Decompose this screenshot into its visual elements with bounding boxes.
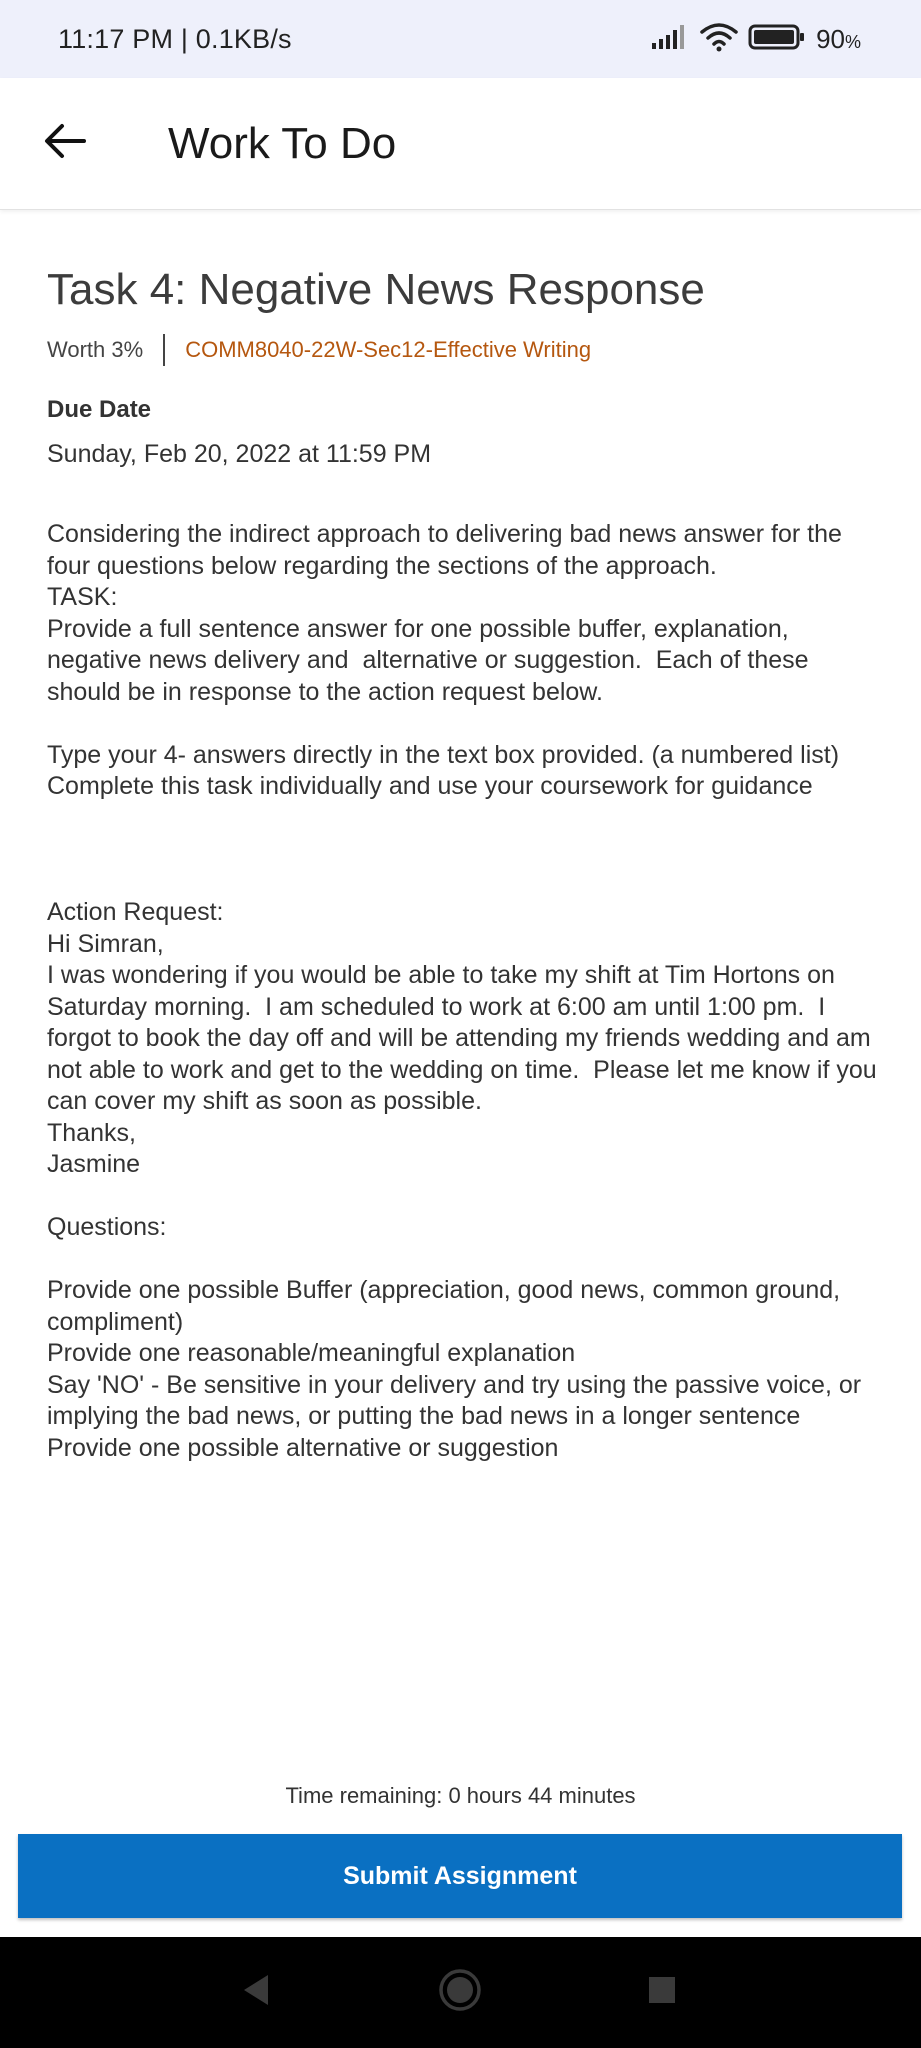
time-remaining: Time remaining: 0 hours 44 minutes [285, 1783, 636, 1808]
nav-back-button[interactable] [206, 1937, 306, 2048]
signal-icon [650, 23, 690, 56]
due-date-label: Due Date [47, 396, 152, 423]
task-instructions: Considering the indirect approach to delivering bad news answer for the four questions below regarding the sections of the approach. TASK: Provide a full sentence answer for one possible buffer, explanation, negative news delivery and alternative or suggestion. Each of these should be in response to the action request below. Type your 4- answers directly in the text box provided. (a numbered list) Complete this task individually and use your coursework for guidance Action Request: Hi Simran, I was wondering if you would be able to take my shift at Tim Hortons on Saturday morning. I am scheduled to work at 6:00 am until 1:00 pm. I forgot to book the day off and will be attending my friends wedding and am not able to work and get to the wedding on time. Please let me know if you can cover my shift as soon as possible. Thanks, Jasmine Questions: Provide one possible Buffer (appreciation, good news, common ground, compliment) Provide one reasonable/meaningful explanation Say 'NO' - Be sensitive in your delivery and try using the passive voice, or implying the bad news, or putting the bad news in a longer sentence Provide one possible alternative or suggestion [47, 520, 877, 1462]
course-link[interactable]: COMM8040-22W-Sec12-Effective Writing [185, 337, 592, 362]
navigation-bar [0, 1937, 921, 2048]
task-content [47, 210, 877, 1464]
arrow-left-icon [44, 123, 86, 164]
task-worth: Worth 3% [47, 337, 144, 362]
status-icons [650, 22, 861, 57]
battery-percent: 90% [816, 23, 861, 54]
status-time-speed: 11:17 PM | 0.1KB/s [58, 23, 292, 54]
meta-divider [163, 334, 165, 366]
wifi-icon [700, 22, 738, 57]
nav-home-icon [438, 1968, 482, 2017]
nav-back-icon [240, 1973, 272, 2012]
nav-home-button[interactable] [410, 1937, 510, 2048]
back-button[interactable] [30, 109, 100, 179]
page-title: Work To Do [168, 118, 397, 168]
task-meta [47, 334, 877, 366]
app-bar [0, 78, 921, 210]
nav-recents-button[interactable] [612, 1937, 712, 2048]
submit-assignment-button[interactable]: Submit Assignment [18, 1834, 902, 1918]
due-date-value: Sunday, Feb 20, 2022 at 11:59 PM [47, 440, 432, 468]
task-title: Task 4: Negative News Response [47, 265, 705, 314]
battery-icon [748, 23, 806, 56]
status-bar [0, 0, 921, 78]
nav-recents-icon [647, 1975, 677, 2010]
